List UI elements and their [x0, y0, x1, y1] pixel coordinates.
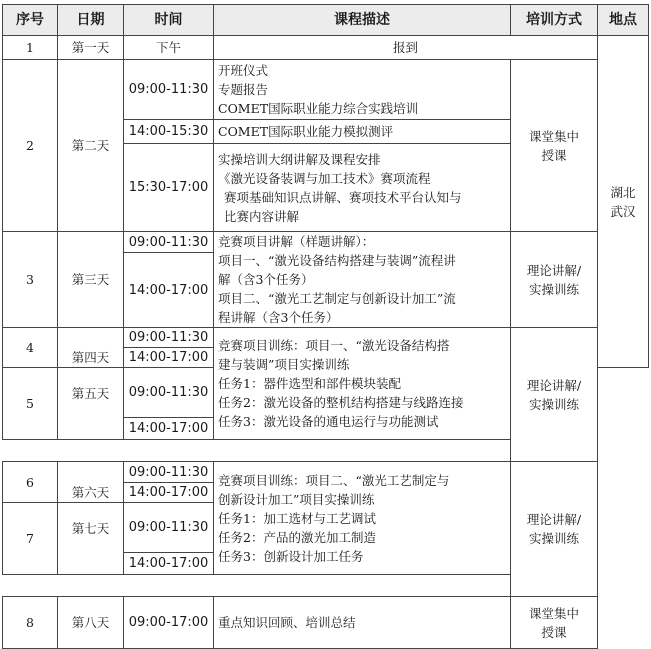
header-mode: 培训方式 [511, 5, 598, 36]
desc-line: 比赛内容讲解 [224, 208, 300, 224]
row-day: 第三天 [58, 232, 124, 328]
row-time: 09:00-11:30 [124, 232, 214, 253]
header-course: 课程描述 [214, 5, 511, 36]
row-no: 8 [3, 597, 58, 649]
row-day: 第五天 [58, 368, 124, 440]
header-time: 时间 [124, 5, 214, 36]
desc-line: 任务3：激光设备的通电运行与功能测试 [218, 414, 439, 429]
desc-line: 项目二、“激光工艺制定与创新设计加工”流 [218, 291, 456, 306]
desc-line: COMET国际职业能力综合实践培训 [218, 101, 419, 116]
header-no: 序号 [3, 5, 58, 36]
row-time: 09:00-17:00 [124, 597, 214, 649]
row-time: 09:00-11:30 [124, 328, 214, 348]
row-desc [214, 462, 511, 575]
desc-line: 竞赛项目讲解（样题讲解）： [218, 234, 375, 249]
mode-line: 理论讲解/ [526, 377, 582, 393]
row-time: 14:00-17:00 [124, 483, 214, 503]
row-no: 3 [3, 232, 58, 328]
row-desc [214, 144, 511, 232]
desc-line: 《激光设备装调与加工技术》赛项流程 [218, 170, 431, 186]
desc-line: 任务1：加工选材与工艺调试 [218, 510, 376, 526]
table-row [3, 60, 649, 120]
header-location: 地点 [598, 5, 649, 36]
desc-line: 开班仪式 [218, 63, 269, 78]
row-no: 2 [3, 60, 58, 232]
row-time: 09:00-11:30 [124, 60, 214, 120]
desc-line: 任务2：激光设备的整机结构搭建与线路连接 [218, 395, 464, 410]
row-time: 14:00-15:30 [124, 120, 214, 144]
row-no: 6 [3, 462, 58, 503]
row-time: 09:00-11:30 [124, 503, 214, 553]
row-time: 下午 [124, 36, 214, 60]
table-row [3, 597, 649, 649]
table-row [3, 462, 649, 483]
row-time: 14:00-17:00 [124, 418, 214, 440]
row-day: 第一天 [58, 36, 124, 60]
desc-line: 专题报告 [218, 82, 269, 97]
desc-line: 实操培训大纲讲解及课程安排 [218, 151, 381, 167]
mode-line: 课堂集中 [528, 605, 579, 621]
table-row [3, 328, 649, 348]
row-mode [511, 462, 598, 597]
desc-line: 建与装调”项目实操训练 [218, 357, 350, 372]
mode-line: 实操训练 [528, 281, 579, 297]
row-time: 14:00-17:00 [124, 253, 214, 328]
row-desc: 报到 [214, 36, 598, 60]
row-mode [511, 232, 598, 328]
row-no: 7 [3, 503, 58, 575]
row-no: 5 [3, 368, 58, 440]
row-day: 第七天 [58, 503, 124, 575]
mode-line: 课堂集中 [528, 128, 579, 144]
location-line: 武汉 [610, 203, 636, 219]
location-cell [598, 36, 649, 368]
row-desc [214, 60, 511, 120]
row-time: 09:00-11:30 [124, 368, 214, 418]
mode-line: 理论讲解/ [526, 512, 582, 527]
row-time: 14:00-17:00 [124, 553, 214, 575]
desc-line: 竞赛项目训练：项目二、“激光工艺制定与 [218, 472, 450, 488]
row-time: 15:30-17:00 [124, 144, 214, 232]
desc-line: 项目一、“激光设备结构搭建与装调”流程讲 [218, 253, 456, 268]
mode-line: 理论讲解/ [526, 262, 582, 278]
header-date: 日期 [58, 5, 124, 36]
row-day: 第六天 [58, 462, 124, 503]
row-day: 第四天 [58, 328, 124, 368]
desc-line: 任务3：创新设计加工任务 [218, 548, 364, 564]
row-desc [214, 328, 511, 440]
training-schedule-table [2, 4, 649, 649]
row-no: 4 [3, 328, 58, 368]
location-line: 湖北 [610, 184, 636, 200]
row-time: 14:00-17:00 [124, 348, 214, 368]
row-mode [511, 597, 598, 649]
desc-line: 任务2：产品的激光加工制造 [218, 529, 376, 545]
row-no: 1 [3, 36, 58, 60]
header-row [3, 5, 649, 36]
row-mode [511, 60, 598, 232]
mode-line: 授课 [541, 147, 567, 163]
desc-line: 创新设计加工”项目实操训练 [218, 491, 375, 507]
mode-line: 实操训练 [528, 396, 579, 412]
mode-line: 实操训练 [528, 531, 579, 546]
mode-line: 授课 [541, 624, 567, 640]
desc-line: 任务1：器件选型和部件模块装配 [218, 376, 401, 391]
row-day: 第二天 [58, 60, 124, 232]
desc-line: 赛项基础知识点讲解、赛项技术平台认知与 [224, 189, 462, 205]
row-desc: 重点知识回顾、培训总结 [214, 597, 511, 649]
desc-line: 解（含3个任务） [218, 272, 314, 287]
table-row [3, 36, 649, 60]
row-time: 09:00-11:30 [124, 462, 214, 483]
desc-line: 程讲解（含3个任务） [218, 310, 339, 325]
row-mode [511, 328, 598, 462]
row-day: 第八天 [58, 597, 124, 649]
table-row [3, 232, 649, 253]
row-desc [214, 232, 511, 328]
desc-line: 竞赛项目训练：项目一、“激光设备结构搭 [218, 338, 450, 353]
row-desc: COMET国际职业能力模拟测评 [214, 120, 511, 144]
